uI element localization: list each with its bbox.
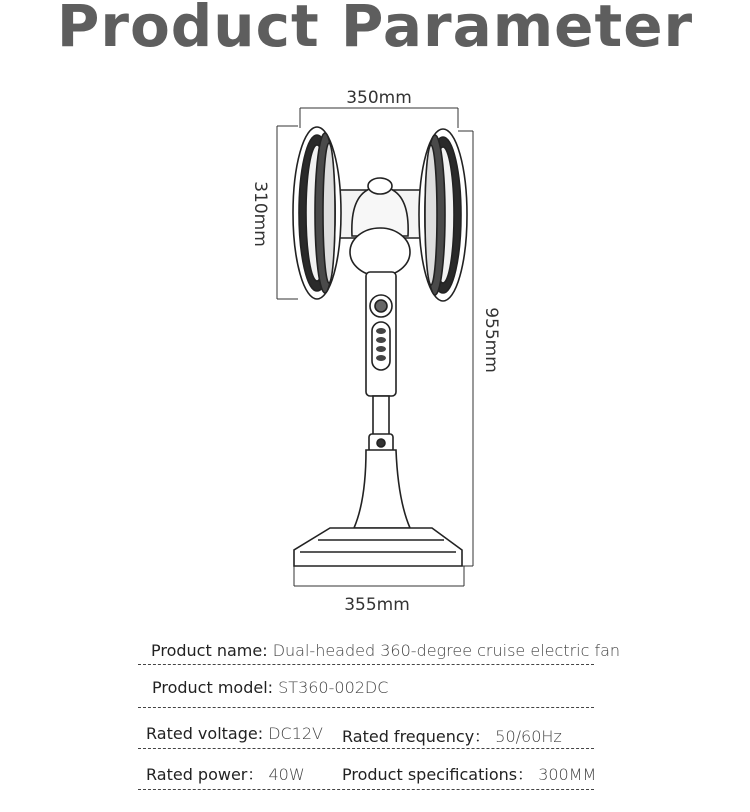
width-base-label: 355mm: [344, 595, 410, 615]
rated-frequency-value: 50/60Hz: [495, 727, 562, 746]
rated-frequency-label: Rated frequency：: [342, 727, 491, 746]
total-height-label: 955mm: [481, 307, 501, 373]
product-name-label: Product name:: [151, 641, 268, 660]
head-height-label: 310mm: [250, 181, 270, 247]
rated-voltage-value: DC12V: [268, 724, 323, 743]
divider: [138, 748, 594, 749]
product-specifications-row: [342, 762, 596, 785]
product-name-row: [151, 641, 620, 660]
divider: [138, 707, 594, 708]
divider: [138, 664, 594, 665]
divider: [138, 789, 594, 790]
product-specifications-label: Product specifications：: [342, 765, 534, 784]
rated-power-row: [146, 762, 305, 785]
width-top-label: 350mm: [346, 88, 412, 108]
product-model-row: [152, 678, 388, 697]
product-specifications-value: 300MM: [538, 765, 597, 784]
rated-power-value: 40W: [268, 765, 305, 784]
product-model-label: Product model:: [152, 678, 274, 697]
page-title: Product Parameter: [56, 0, 694, 60]
rated-frequency-row: [342, 724, 562, 747]
product-name-value: Dual-headed 360-degree cruise electric fan: [272, 641, 621, 660]
rated-voltage-row: [146, 724, 323, 743]
rated-voltage-label: Rated voltage:: [146, 724, 264, 743]
fan-illustration: [293, 127, 467, 566]
product-model-value: ST360-002DC: [278, 678, 389, 697]
rated-power-label: Rated power：: [146, 765, 264, 784]
